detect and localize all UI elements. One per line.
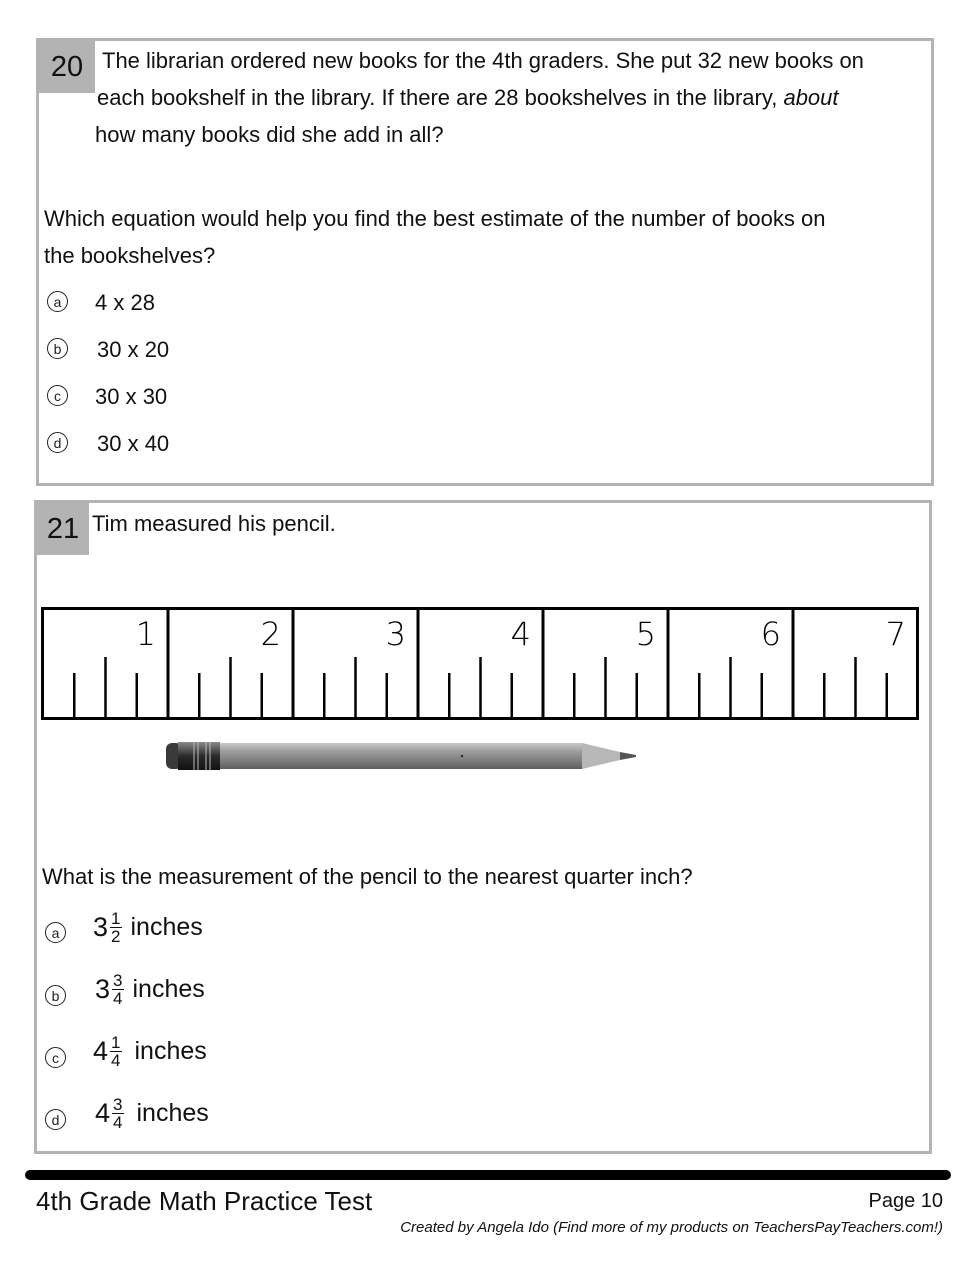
q21-option-d-text[interactable] xyxy=(95,1096,209,1131)
q21-option-c-text[interactable] xyxy=(93,1034,207,1069)
q20-option-d-text[interactable]: 30 x 40 xyxy=(97,431,170,456)
q21-option-a-bubble[interactable]: a xyxy=(45,922,66,943)
page-number: Page 10 xyxy=(868,1190,943,1212)
q21-stem: Tim measured his pencil. xyxy=(92,511,336,536)
fraction-numerator: 3 xyxy=(113,971,123,990)
q20-option-d-bubble[interactable]: d xyxy=(47,432,68,453)
fraction-denominator: 4 xyxy=(113,989,123,1008)
fraction-denominator: 4 xyxy=(111,1051,121,1070)
question-number: 21 xyxy=(37,503,89,555)
q21-option-c-whole: 4 xyxy=(93,1036,109,1066)
footer-title: 4th Grade Math Practice Test xyxy=(36,1186,373,1216)
fraction-denominator: 2 xyxy=(111,927,121,946)
q20-stem-line-1: The librarian ordered new books for the 4th graders. She put 32 new books on xyxy=(102,48,864,73)
pencil-ferrule xyxy=(178,742,220,770)
q20-prompt-line-1: Which equation would help you find the best estimate of the number of books on xyxy=(44,206,826,231)
q21-option-b-fraction xyxy=(112,972,123,1007)
q21-option-a-text[interactable] xyxy=(93,910,203,945)
q21-option-a-unit: inches xyxy=(130,913,203,941)
pencil-lead xyxy=(620,752,636,760)
q21-option-b-unit: inches xyxy=(132,975,205,1003)
q20-option-c-bubble[interactable]: c xyxy=(47,385,68,406)
q20-option-c-text[interactable]: 30 x 30 xyxy=(95,384,168,409)
q21-prompt: What is the measurement of the pencil to the nearest quarter inch? xyxy=(42,864,693,889)
q20-stem-line-2-text: each bookshelf in the library. If there are 28 bookshelves in the library, xyxy=(97,85,784,110)
q20-stem-line-2 xyxy=(97,79,839,116)
ruler-label: 1 xyxy=(135,615,156,653)
footer-divider xyxy=(25,1170,951,1180)
ruler-label: 2 xyxy=(260,615,281,653)
ruler-label: 6 xyxy=(760,615,781,653)
pencil-body xyxy=(220,743,582,769)
q21-option-b-bubble[interactable]: b xyxy=(45,985,66,1006)
question-number: 20 xyxy=(39,41,95,93)
fraction-numerator: 1 xyxy=(111,909,121,928)
fraction-numerator: 3 xyxy=(113,1095,123,1114)
fraction-numerator: 1 xyxy=(111,1033,121,1052)
ruler-label: 4 xyxy=(510,615,531,653)
pencil-mark xyxy=(461,755,464,758)
q21-option-a-fraction xyxy=(110,910,121,945)
q21-option-a-whole: 3 xyxy=(93,912,109,942)
pencil-image xyxy=(162,738,642,774)
ruler-label: 7 xyxy=(885,615,906,653)
q21-option-b-text[interactable] xyxy=(95,972,205,1007)
q21-option-b-whole: 3 xyxy=(95,974,111,1004)
q21-option-d-whole: 4 xyxy=(95,1098,111,1128)
q20-stem-line-3: how many books did she add in all? xyxy=(95,122,444,147)
q20-option-a-text[interactable]: 4 x 28 xyxy=(95,290,155,315)
ruler-label: 5 xyxy=(635,615,656,653)
q20-stem-emphasis: about xyxy=(783,85,839,110)
ruler-label: 3 xyxy=(385,615,406,653)
q20-option-b-bubble[interactable]: b xyxy=(47,338,68,359)
q20-option-a-bubble[interactable]: a xyxy=(47,291,68,312)
q21-option-c-fraction xyxy=(110,1034,121,1069)
q21-option-d-bubble[interactable]: d xyxy=(45,1109,66,1130)
q21-option-d-unit: inches xyxy=(136,1099,209,1127)
q21-option-c-unit: inches xyxy=(134,1037,207,1065)
footer-credit: Created by Angela Ido (Find more of my products on TeachersPayTeachers.com!) xyxy=(400,1219,943,1236)
ruler xyxy=(41,607,919,721)
q20-prompt-line-2: the bookshelves? xyxy=(44,243,216,268)
pencil-wood-tip xyxy=(582,743,620,769)
q21-option-c-bubble[interactable]: c xyxy=(45,1047,66,1068)
q20-option-b-text[interactable]: 30 x 20 xyxy=(97,337,170,362)
q21-option-d-fraction xyxy=(112,1096,123,1131)
fraction-denominator: 4 xyxy=(113,1113,123,1132)
